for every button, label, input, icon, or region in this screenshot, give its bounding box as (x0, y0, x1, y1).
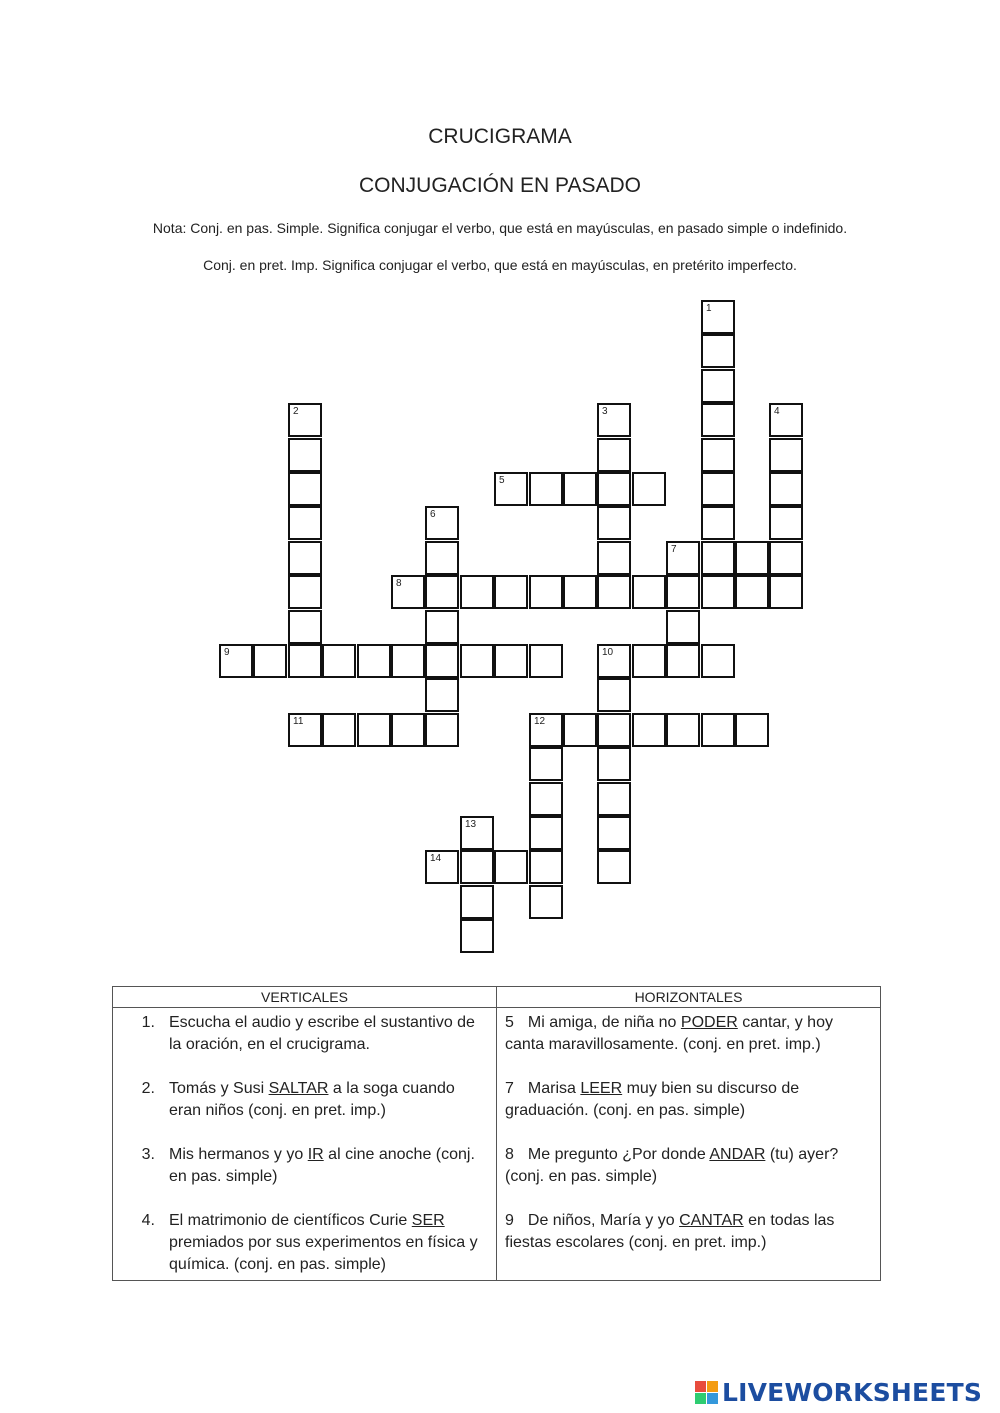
crossword-cell[interactable] (632, 472, 666, 506)
crossword-cell[interactable] (425, 506, 459, 540)
clue-text: Tomás y Susi (169, 1080, 269, 1097)
clue-number: 1. (141, 1014, 155, 1031)
cell-number: 2 (293, 406, 299, 417)
crossword-cell[interactable] (460, 816, 494, 850)
crossword-cell[interactable] (597, 782, 631, 816)
crossword-cell[interactable] (288, 506, 322, 540)
clue-horizontal-7 (505, 1078, 872, 1122)
crossword-cell[interactable] (701, 506, 735, 540)
crossword-cell[interactable] (425, 610, 459, 644)
crossword-cell[interactable] (253, 644, 287, 678)
crossword-cell[interactable] (529, 885, 563, 919)
crossword-cell[interactable] (769, 472, 803, 506)
crossword-cell[interactable] (632, 644, 666, 678)
crossword-cell[interactable] (735, 575, 769, 609)
crossword-cell[interactable] (597, 816, 631, 850)
crossword-cell[interactable] (563, 575, 597, 609)
cell-number: 7 (671, 544, 677, 555)
crossword-cell[interactable] (288, 438, 322, 472)
crossword-cell[interactable] (357, 644, 391, 678)
verticales-column (113, 1008, 497, 1281)
crossword-cell[interactable] (425, 850, 459, 884)
cell-number: 4 (774, 406, 780, 417)
crossword-cell[interactable] (460, 850, 494, 884)
clue-vertical-2 (121, 1078, 488, 1122)
crossword-cell[interactable] (529, 782, 563, 816)
horizontales-column (497, 1008, 881, 1281)
crossword-cell[interactable] (529, 816, 563, 850)
crossword-cell[interactable] (288, 403, 322, 437)
cell-number: 9 (224, 647, 230, 658)
crossword-cell[interactable] (288, 644, 322, 678)
verticales-header: VERTICALES (113, 987, 497, 1008)
crossword-cell[interactable] (563, 472, 597, 506)
cell-number: 12 (534, 716, 546, 727)
clue-verb: PODER (680, 1014, 738, 1031)
clue-text: en todas las fiestas escolares (conj. en pret. imp.) (505, 1212, 835, 1251)
crossword-cell[interactable] (529, 747, 563, 781)
crossword-cell[interactable] (460, 575, 494, 609)
crossword-cell[interactable] (597, 403, 631, 437)
clue-horizontal-5 (505, 1012, 872, 1056)
crossword-cell[interactable] (563, 713, 597, 747)
crossword-cell[interactable] (597, 713, 631, 747)
cell-number: 11 (293, 716, 304, 727)
crossword-cell[interactable] (701, 369, 735, 403)
clue-number: 7 (505, 1080, 514, 1097)
clue-number: 9 (505, 1212, 514, 1229)
clue-horizontal-9 (505, 1210, 872, 1254)
crossword-cell[interactable] (666, 644, 700, 678)
page-subtitle: CONJUGACIÓN EN PASADO (359, 174, 641, 197)
clue-text: cantar, y hoy canta maravillosamente. (conj. en pret. imp.) (505, 1014, 833, 1053)
clue-verb: SALTAR (268, 1080, 329, 1097)
crossword-cell[interactable] (701, 300, 735, 334)
clue-verb: LEER (580, 1080, 623, 1097)
clue-horizontal-8 (505, 1144, 872, 1188)
cell-number: 14 (430, 853, 442, 864)
clue-number: 8 (505, 1146, 514, 1163)
crossword-cell[interactable] (494, 472, 528, 506)
crossword-cell[interactable] (666, 575, 700, 609)
crossword-cell[interactable] (460, 919, 494, 953)
crossword-cell[interactable] (288, 575, 322, 609)
clue-text: muy bien su discurso de graduación. (conj. en pas. simple) (505, 1080, 800, 1119)
crossword-cell[interactable] (494, 575, 528, 609)
page-title: CRUCIGRAMA (428, 125, 572, 148)
clue-text: El matrimonio de científicos Curie (169, 1212, 412, 1229)
crossword-cell[interactable] (597, 678, 631, 712)
crossword-cell[interactable] (391, 713, 425, 747)
cell-number: 1 (706, 303, 712, 314)
cell-number: 13 (465, 819, 477, 830)
clue-number: 3. (141, 1146, 155, 1163)
logo-icon (695, 1381, 718, 1404)
crossword-cell[interactable] (701, 472, 735, 506)
crossword-cell[interactable] (769, 438, 803, 472)
crossword-cell[interactable] (701, 438, 735, 472)
clue-vertical-1 (121, 1012, 488, 1056)
note-line-2: Conj. en pret. Imp. Significa conjugar el verbo, que está en mayúsculas, en pretérito imperfecto. (203, 257, 797, 273)
crossword-cell[interactable] (701, 575, 735, 609)
crossword-cell[interactable] (701, 334, 735, 368)
clue-verb: CANTAR (679, 1212, 744, 1229)
crossword-cell[interactable] (769, 506, 803, 540)
crossword-cell[interactable] (391, 644, 425, 678)
crossword-cell[interactable] (769, 575, 803, 609)
clue-text: Mi amiga, de niña no (527, 1014, 681, 1031)
crossword-cell[interactable] (529, 575, 563, 609)
cell-number: 3 (602, 406, 608, 417)
crossword-cell[interactable] (288, 472, 322, 506)
crossword-cell[interactable] (597, 747, 631, 781)
crossword-cell[interactable] (322, 713, 356, 747)
crossword-cell[interactable] (460, 644, 494, 678)
clue-text: De niños, María y yo (527, 1212, 680, 1229)
crossword-cell[interactable] (597, 850, 631, 884)
cell-number: 6 (430, 509, 436, 520)
crossword-cell[interactable] (597, 506, 631, 540)
logo-text: LIVEWORKSHEETS (722, 1378, 983, 1407)
clue-number: 4. (141, 1212, 155, 1229)
crossword-cell[interactable] (666, 713, 700, 747)
crossword-cell[interactable] (391, 575, 425, 609)
crossword-cell[interactable] (460, 885, 494, 919)
liveworksheets-logo (695, 1378, 982, 1407)
crossword-cell[interactable] (701, 403, 735, 437)
crossword-cell[interactable] (666, 610, 700, 644)
clue-text: al cine anoche (conj. en pas. simple) (169, 1146, 475, 1185)
crossword-cell[interactable] (701, 541, 735, 575)
crossword-cell[interactable] (597, 472, 631, 506)
crossword-cell[interactable] (425, 678, 459, 712)
cell-number: 8 (396, 578, 402, 589)
crossword-cell[interactable] (288, 713, 322, 747)
crossword-cell[interactable] (632, 713, 666, 747)
crossword-cell[interactable] (769, 403, 803, 437)
clue-vertical-4 (121, 1210, 488, 1276)
crossword-cell[interactable] (632, 575, 666, 609)
clue-number: 2. (141, 1080, 155, 1097)
crossword-cell[interactable] (357, 713, 391, 747)
crossword-cell[interactable] (219, 644, 253, 678)
crossword-cell[interactable] (735, 713, 769, 747)
clue-text: Me pregunto ¿Por donde (527, 1146, 710, 1163)
crossword-cell[interactable] (597, 541, 631, 575)
crossword-cell[interactable] (666, 541, 700, 575)
crossword-cell[interactable] (529, 713, 563, 747)
crossword-cell[interactable] (597, 438, 631, 472)
clue-vertical-3 (121, 1144, 488, 1188)
crossword-cell[interactable] (425, 644, 459, 678)
crossword-cell[interactable] (529, 472, 563, 506)
clue-text: Marisa (527, 1080, 581, 1097)
crossword-cell[interactable] (597, 644, 631, 678)
crossword-cell[interactable] (425, 541, 459, 575)
clue-text: premiados por sus experimentos en física y química. (conj. en pas. simple) (169, 1234, 478, 1273)
clues-table (112, 986, 881, 1281)
clue-number: 5 (505, 1014, 514, 1031)
crossword-cell[interactable] (494, 644, 528, 678)
cell-number: 10 (602, 647, 614, 658)
crossword-cell[interactable] (597, 575, 631, 609)
note-line-1: Nota: Conj. en pas. Simple. Significa conjugar el verbo, que está en mayúsculas, en pasado simple o indefinido. (152, 220, 848, 236)
crossword-cell[interactable] (529, 644, 563, 678)
clue-text: Escucha el audio y escribe el sustantivo de la oración, en el crucigrama. (169, 1014, 475, 1053)
crossword-cell[interactable] (735, 541, 769, 575)
crossword-cell[interactable] (769, 541, 803, 575)
crossword-cell[interactable] (494, 850, 528, 884)
crossword-cell[interactable] (701, 644, 735, 678)
clue-verb: IR (307, 1146, 324, 1163)
crossword-cell[interactable] (288, 541, 322, 575)
crossword-cell[interactable] (701, 713, 735, 747)
cell-number: 5 (499, 475, 505, 486)
crossword-cell[interactable] (322, 644, 356, 678)
crossword-cell[interactable] (425, 713, 459, 747)
clue-text: (tu) ayer? (conj. en pas. simple) (505, 1146, 839, 1185)
crossword-cell[interactable] (425, 575, 459, 609)
clue-text: a la soga cuando eran niños (conj. en pret. imp.) (169, 1080, 455, 1119)
clue-verb: ANDAR (709, 1146, 766, 1163)
clue-text: Mis hermanos y yo (169, 1146, 308, 1163)
horizontales-header: HORIZONTALES (497, 987, 881, 1008)
crossword-cell[interactable] (288, 610, 322, 644)
crossword-cell[interactable] (529, 850, 563, 884)
clue-verb: SER (411, 1212, 445, 1229)
